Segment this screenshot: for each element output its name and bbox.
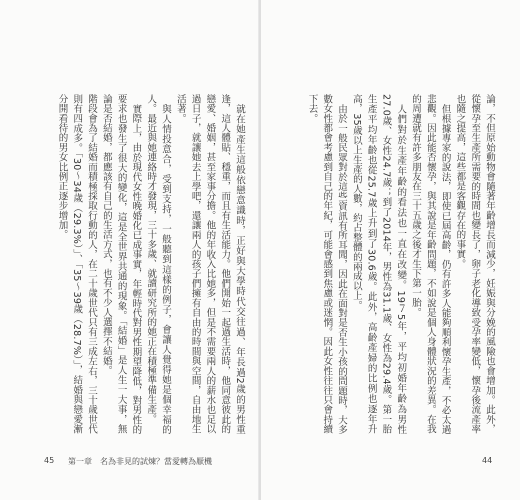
paragraph: 但根據專家的說法，即使已屆高齡，仍有許多人能夠順利懷孕生產，不必太過悲觀。因此能否懷孕，與其說是年齡問題，不如說是個人身體狀況的差異。在我的周遭就有許多朋友在三十五歲之後才生下第一胎。 <box>410 94 451 434</box>
paragraph: 階段會為了結婚而積極採取行動的人，在二十歲世代只有三成左右，三十歲世代則有四成多。「30～34歲（29.3%）」、「35～39歲（28.7%）」，結婚與戀愛漸分開看待的男女比例正逐步增加。 <box>56 94 98 434</box>
paragraph: 由於一般民眾對於這些資訊有所耳聞，因此在面對是否生小孩的問題時，大多數女性都會考慮到自己的年紀，可能會感到焦慮或迷惘。因此女性往往只會持續下去。 <box>306 94 348 434</box>
right-page-body <box>275 94 496 434</box>
paragraph: 實際上，由於現代女性晚婚化已成事實，年輕時代對男性期望降低，對男性的要求也發生了很大的變化，這是全世界共通的現象。「結婚」是人生一大事，無論是否結婚，都應該有自己的生活方式，也有不少人選擇不結婚。 <box>100 94 142 434</box>
page-number: 45 <box>44 456 55 465</box>
running-title: 第一章 名為非見的試煉？當愛轉為厭機 <box>68 457 212 466</box>
right-page <box>261 0 520 500</box>
paragraph: 人們對於生產年齡的看法也一直在改變。19７5年，平均初婚年齡為男性27.0歲、女性24.7歲；到了2014年，男性為31.1歲、女性為29.4歲。第一胎生產平均年齡也從25.7歲上升到了30.6歲。此外，高齡產婦的比例也逐年升高，35歲以上生產的人數，約占整體的兩成以上。 <box>350 94 407 434</box>
paragraph: 就在她產生這般依戀意識時，正好與大學時代交往過、年長過2歲的男性重逢，這人體貼、穩重，而且有生活能力。他們開始一起過生活時，他同意彼此的戀愛、婚姻，甚至家事分擔。他的年收入比她多，但是不需要兩人的薪水也足以過日子，就讓她去上學吧，還讓兩人的孩子們擁有自由的時間與空間，自由地生活著。 <box>174 94 245 434</box>
left-page-body <box>40 94 246 434</box>
paragraph: 論，不但原始動物會隨著年齡增長而減少，妊娠與分娩的風險也會增加。此外，從懷孕至生產所需要的時間也變長了，卵子老化導致受孕率變低，懷孕後流產率也隨之提高，這些都是客觀存在的事實。 <box>454 94 495 434</box>
page-number: 44 <box>482 456 493 465</box>
paragraph: 與人情投意合，受到支持，一般聽到這樣的例子，會讓人覺得她是個幸福的人。最近與她連絡時才發現，三十多歲、就讀研究所的她正在積極準備生產。 <box>145 94 172 434</box>
left-page <box>0 0 259 500</box>
